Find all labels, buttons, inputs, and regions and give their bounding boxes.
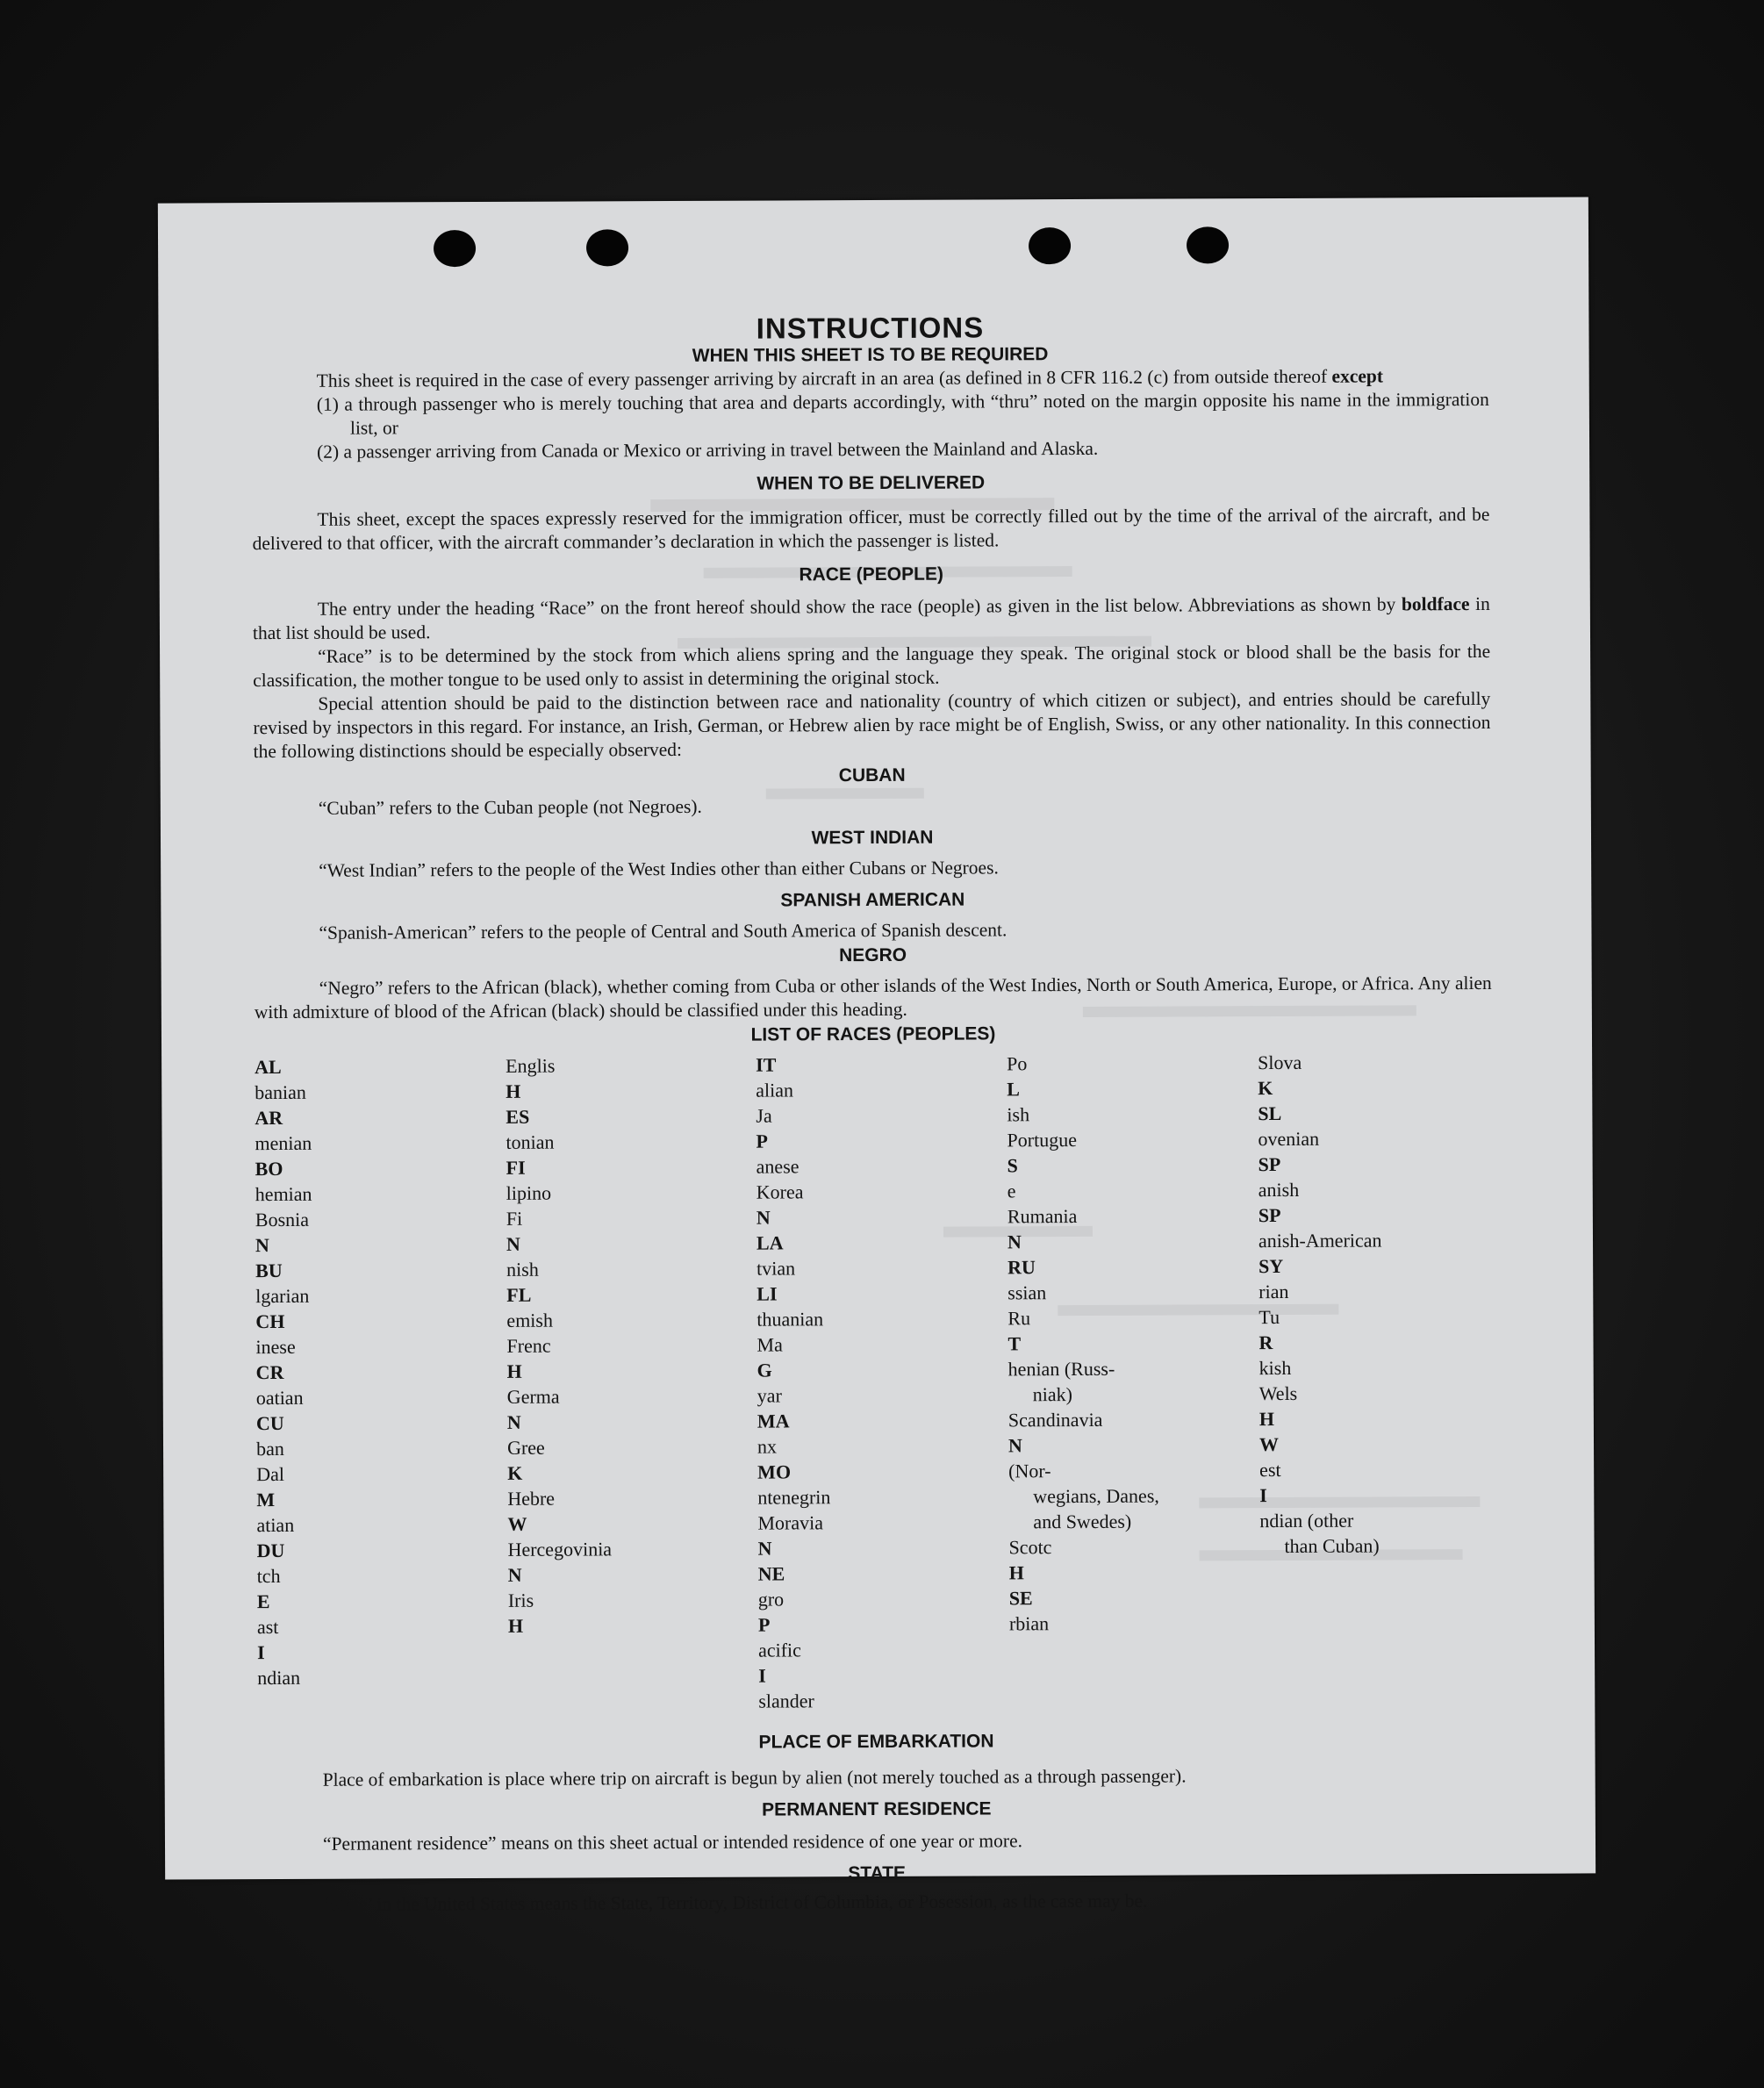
race-entry: Portugue S e xyxy=(1007,1129,1078,1202)
race-entry: Korea N xyxy=(756,1180,804,1229)
required-intro: This sheet is required in the case of every passenger arriving by aircraft in an area (as defined in 8 CFR 116.2 (c) from outside thereof except xyxy=(316,365,1384,391)
race-entry: MO ntenegrin xyxy=(757,1460,831,1509)
race-entry: FL emish xyxy=(506,1283,554,1331)
heading-delivered: WHEN TO BE DELIVERED xyxy=(757,472,986,494)
race-entry: W est I ndian (other xyxy=(1258,1433,1354,1532)
race-entry: than Cuban) xyxy=(1284,1534,1380,1557)
state-text: ‘State’ in the United States means the State, Territory, District of Columbia, or Posession, as the case may be. xyxy=(323,1890,1148,1915)
race-entry: Germa N xyxy=(506,1385,560,1433)
race-entry: IT alian xyxy=(756,1053,794,1101)
race-paragraph-3: Special attention should be paid to the distinction between race and nationality (country of which citizen or subject), and entries should be carefully revised by inspectors in this regard. For instance, an Irish, German, or Hebrew alien by race might be of English, Swiss, or any other nationality. In this connection the following distinctions should be especially observed: xyxy=(253,687,1491,763)
heading-embarkation: PLACE OF EMBARKATION xyxy=(758,1731,994,1753)
heading-state: STATE xyxy=(848,1862,907,1884)
race-entry: E ast I ndian xyxy=(256,1590,301,1690)
race-entry: and Swedes) xyxy=(1033,1510,1132,1533)
race-entry: NE gro xyxy=(757,1562,785,1611)
race-entry: ES tonian xyxy=(506,1105,555,1153)
race-list xyxy=(255,1049,1495,1716)
race-entry: CR oatian xyxy=(255,1360,304,1410)
race-entry: Wels H xyxy=(1258,1381,1298,1431)
race-entry: Fi N nish xyxy=(506,1207,539,1281)
heading-west-indian: WEST INDIAN xyxy=(811,827,934,849)
race-entry: AL banian xyxy=(255,1055,306,1104)
race-entry: RU ssian xyxy=(1007,1256,1047,1304)
race-entry: MA nx xyxy=(757,1410,790,1458)
race-entry: SP anish xyxy=(1258,1152,1300,1202)
race-entry: Bosnia N xyxy=(255,1208,310,1257)
required-item-1: (1) a through passenger who is merely touching that area and departs accordingly, with “thru” noted on the margin opposite his name in the immigration list, or xyxy=(316,388,1489,439)
punch-hole xyxy=(586,229,628,266)
heading-race: RACE (PEOPLE) xyxy=(799,563,943,585)
race-entry: Rumania N xyxy=(1007,1205,1078,1253)
race-entry: Tu R kish xyxy=(1258,1306,1292,1380)
race-entry: LI thuanian xyxy=(757,1282,824,1331)
race-entry: SY rian xyxy=(1258,1254,1289,1303)
race-entry: AR menian xyxy=(255,1106,312,1155)
race-entry: Ma G yar xyxy=(757,1333,783,1407)
race-entry: Hebre W xyxy=(507,1487,556,1535)
race-entry: Hercegovinia N xyxy=(507,1538,613,1586)
punch-hole xyxy=(434,230,476,267)
heading-cuban: CUBAN xyxy=(838,764,906,786)
delivered-text: This sheet, except the spaces expressly reserved for the immigration officer, must be correctly filled out by the time of the arrival of the aircraft, and be delivered to that officer, with the aircraft commander’s declaration in which the passenger is listed. xyxy=(252,503,1490,555)
heading-required: WHEN THIS SHEET IS TO BE REQUIRED xyxy=(692,344,1049,366)
race-paragraph-2: “Race” is to be determined by the stock from which aliens spring and the language they speak. The original stock or blood shall be the basis for the classification, the mother tongue to be used only to assist in determining the original stock. xyxy=(253,640,1491,692)
race-entry: CU ban xyxy=(255,1411,284,1460)
race-entry: Ru T henian (Russ- xyxy=(1007,1307,1115,1381)
permanent-residence-text: “Permanent residence” means on this sheet actual or intended residence of one year or more. xyxy=(322,1830,1023,1855)
race-column xyxy=(506,1052,758,1715)
heading-spanish-american: SPANISH AMERICAN xyxy=(780,889,965,911)
race-entry: niak) xyxy=(1032,1383,1073,1406)
instruction-sheet xyxy=(158,197,1595,1915)
race-column xyxy=(1007,1050,1260,1712)
race-entry: Scotc H xyxy=(1008,1536,1052,1584)
cuban-text: “Cuban” refers to the Cuban people (not Negroes). xyxy=(318,795,702,819)
race-entry: Dal M atian xyxy=(256,1462,295,1537)
heading-negro: NEGRO xyxy=(839,944,907,966)
race-entry: SL ovenian xyxy=(1258,1101,1320,1151)
race-entry: LA tvian xyxy=(756,1231,796,1280)
race-entry: Po L ish xyxy=(1007,1052,1030,1126)
race-entry: Frenc H xyxy=(506,1334,551,1382)
race-entry: Gree K xyxy=(506,1436,545,1484)
heading-list-of-races: LIST OF RACES (PEOPLES) xyxy=(750,1023,996,1045)
race-entry: Ja P anese xyxy=(756,1104,800,1178)
race-column xyxy=(756,1051,1009,1713)
race-column xyxy=(1258,1049,1495,1711)
embarkation-text: Place of embarkation is place where trip on aircraft is begun by alien (not merely touched as a through passenger). xyxy=(322,1765,1187,1790)
required-item-2: (2) a passenger arriving from Canada or Mexico or arriving in travel between the Mainland and Alaska. xyxy=(317,437,1099,463)
race-entry: Scandinavia N (Nor- xyxy=(1007,1408,1103,1482)
race-entry: P acific I slander xyxy=(757,1613,814,1712)
race-entry: FI lipino xyxy=(506,1156,552,1204)
race-entry: SP anish-American xyxy=(1258,1203,1382,1252)
race-entry: wegians, Danes, xyxy=(1033,1484,1159,1508)
spanish-american-text: “Spanish-American” refers to the people of Central and South America of Spanish descent. xyxy=(319,919,1007,944)
race-entry: SE rbian xyxy=(1008,1587,1050,1635)
race-entry: Moravia N xyxy=(757,1511,823,1560)
race-entry: Englis H xyxy=(506,1054,556,1102)
race-entry: CH inese xyxy=(255,1309,296,1359)
race-entry: Slova K xyxy=(1258,1051,1302,1100)
race-entry: Iris H xyxy=(507,1589,534,1637)
race-paragraph-1: The entry under the heading “Race” on the front hereof should show the race (people) as given in the list below. Abbreviations as shown by boldface in that list should be used. xyxy=(252,592,1490,644)
instructions-content xyxy=(251,310,1495,1917)
race-entry: BO hemian xyxy=(255,1157,312,1206)
west-indian-text: “West Indian” refers to the people of the West Indies other than either Cubans or Negroes. xyxy=(319,857,999,881)
negro-text: “Negro” refers to the African (black), whether coming from Cuba or other islands of the West Indies, North or South America, Europe, or Africa. Any alien with admixture of blood of the African (black) should be classified under this heading. xyxy=(254,972,1492,1023)
race-entry: BU lgarian xyxy=(255,1259,310,1308)
punch-hole xyxy=(1029,227,1071,264)
heading-permanent-residence: PERMANENT RESIDENCE xyxy=(762,1798,992,1820)
punch-hole xyxy=(1187,226,1229,263)
race-entry: DU tch xyxy=(256,1539,285,1588)
page-title: INSTRUCTIONS xyxy=(756,311,985,345)
race-column xyxy=(255,1053,508,1716)
